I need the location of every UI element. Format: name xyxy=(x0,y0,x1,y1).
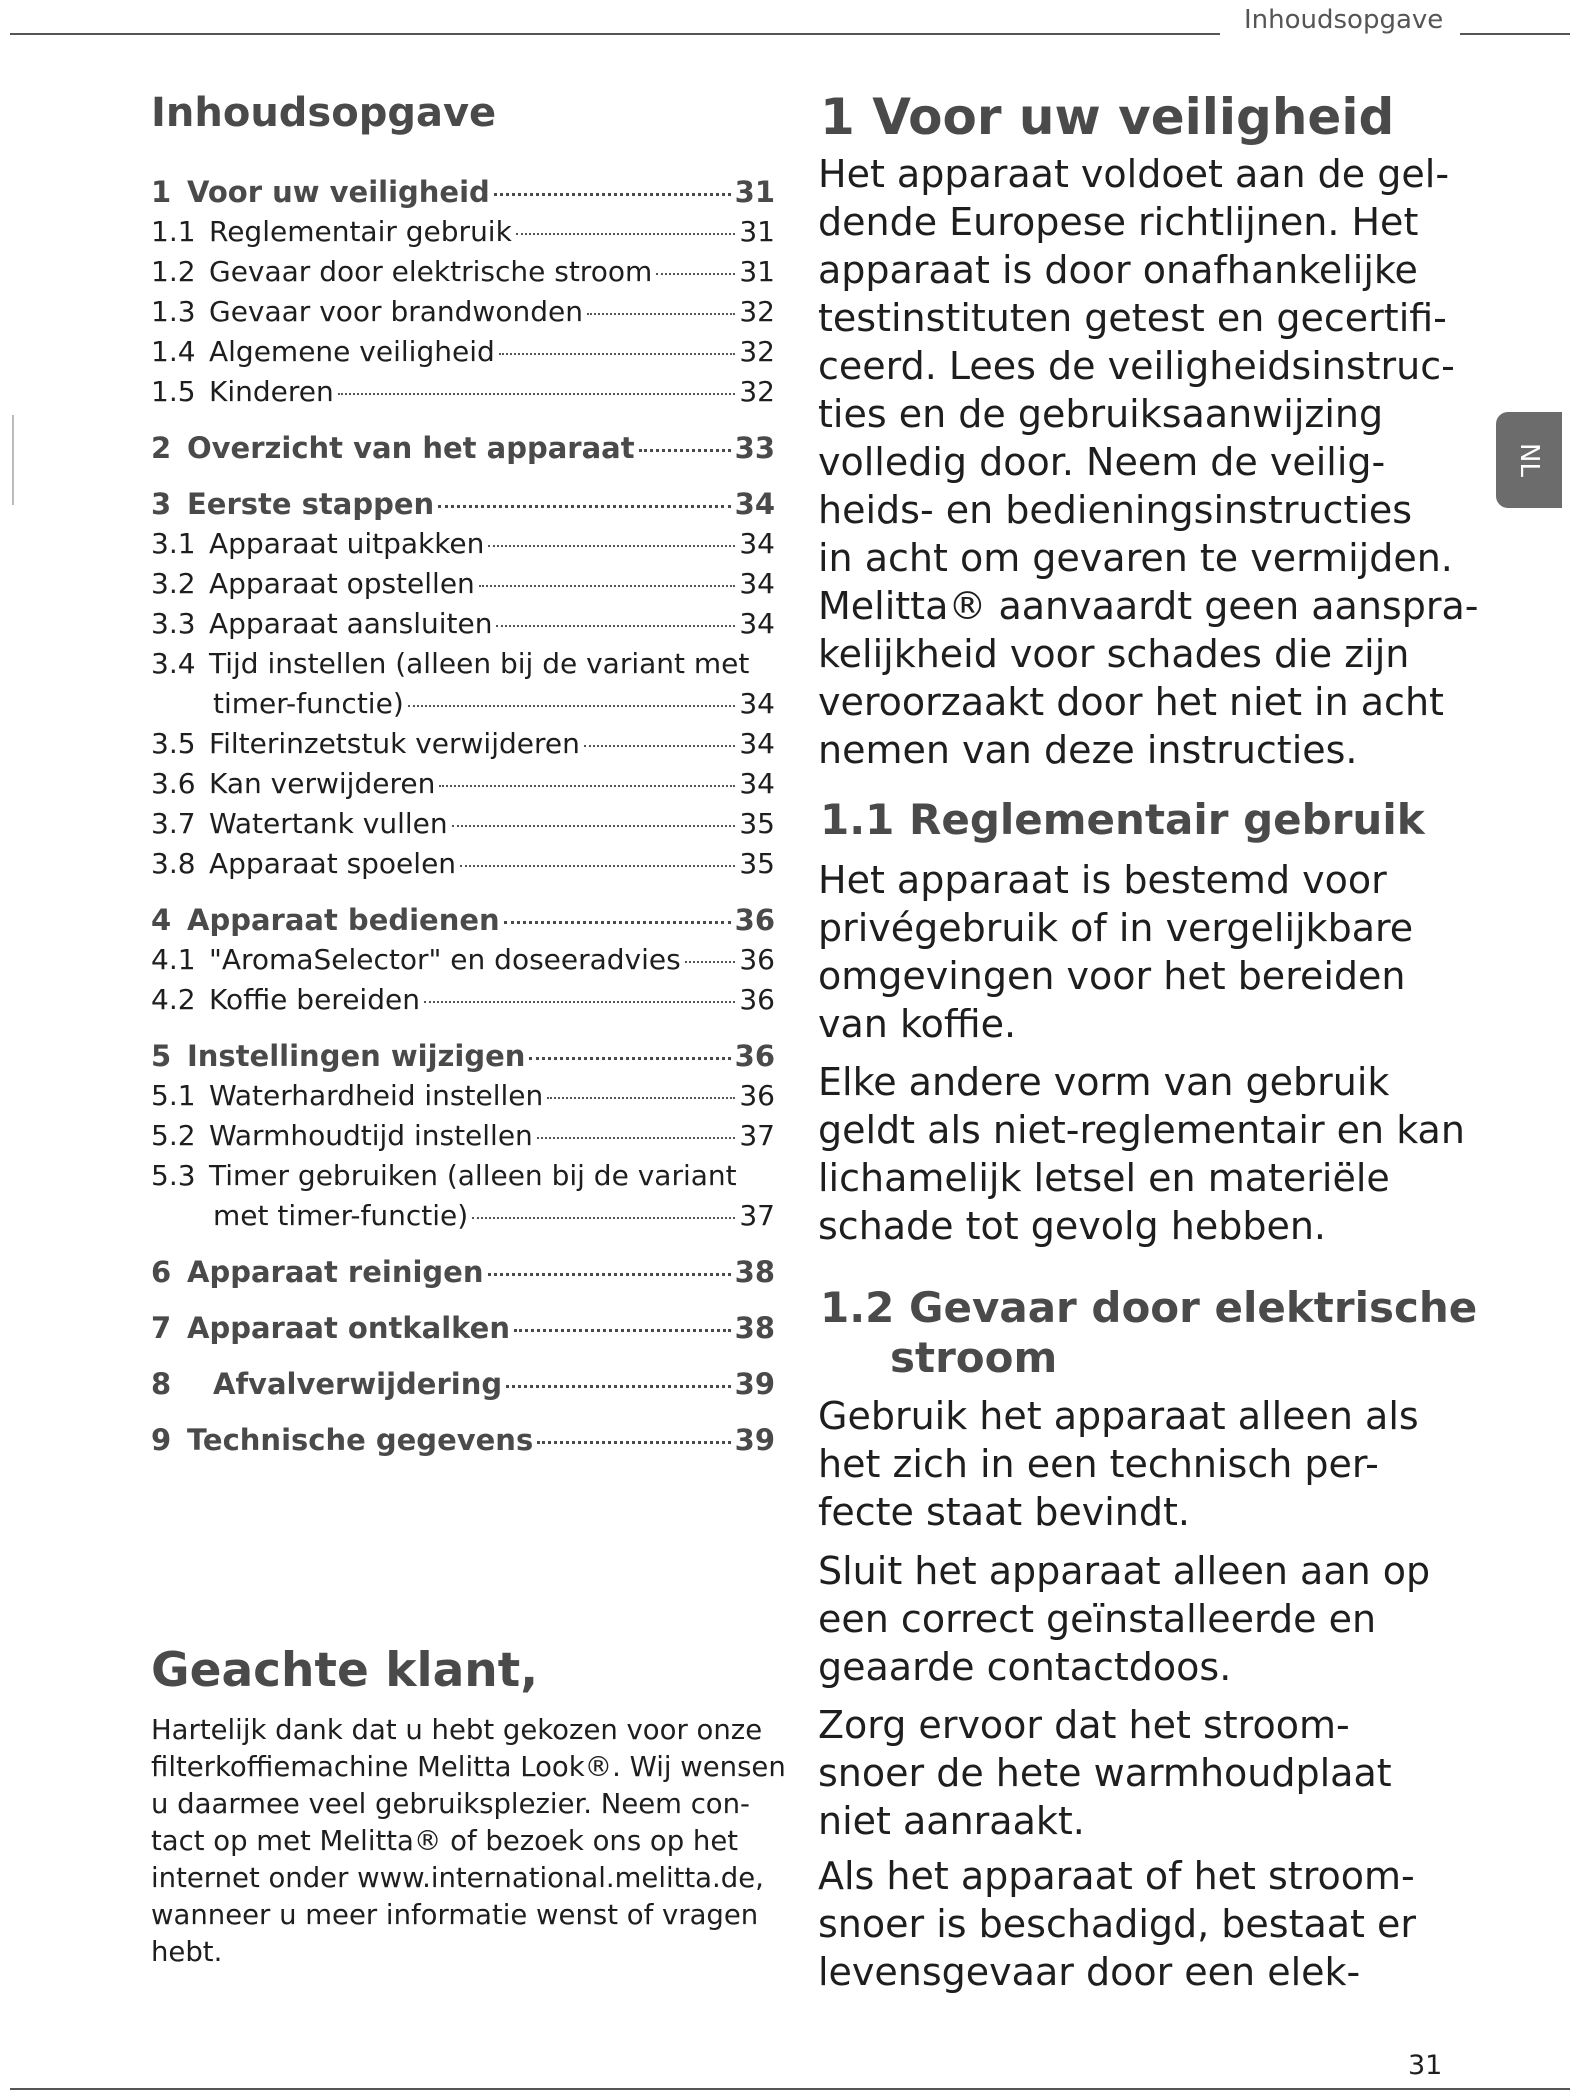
section-1-1-text-line: Elke andere vorm van gebruik xyxy=(818,1060,1390,1104)
toc-entry-page: 37 xyxy=(739,1199,775,1232)
toc-entry-label: Apparaat opstellen xyxy=(209,567,475,600)
section-1-2-paragraph-4 xyxy=(818,1852,1498,1996)
toc-entry-label: Afvalverwijdering xyxy=(213,1367,503,1401)
toc-entry-page: 39 xyxy=(734,1367,775,1401)
toc-entry-label: Apparaat bedienen xyxy=(187,903,500,937)
toc-entry-number: 1.3 xyxy=(151,295,196,328)
toc-entry-page: 34 xyxy=(739,607,775,640)
toc-entry-label: Gevaar voor brandwonden xyxy=(209,295,583,328)
section-1-2-heading xyxy=(820,1283,1477,1383)
section-1-1-text-line: van koffie. xyxy=(818,1002,1017,1046)
section-1-2-heading-line-1: 1.2 Gevaar door elektrische xyxy=(820,1283,1478,1332)
toc-entry-number: 5.1 xyxy=(151,1079,196,1112)
toc-entry-page: 36 xyxy=(734,1039,775,1073)
language-tab xyxy=(1496,412,1562,508)
toc-section-entry xyxy=(151,212,775,252)
toc-entry-number: 8 xyxy=(151,1367,172,1401)
section-1-2-text-line: levensgevaar door een elek- xyxy=(818,1950,1361,1994)
toc-dot-leader xyxy=(537,1441,730,1444)
toc-dot-leader xyxy=(494,193,731,196)
section-1-text-line: testinstituten getest en gecertifi- xyxy=(818,296,1447,340)
toc-entry-number: 3.4 xyxy=(151,647,196,680)
toc-dot-leader xyxy=(656,273,735,275)
toc-section-entry xyxy=(151,372,775,412)
toc-entry-number: 1.5 xyxy=(151,375,196,408)
toc-entry-page: 34 xyxy=(734,487,775,521)
section-1-1-text-line: schade tot gevolg hebben. xyxy=(818,1204,1327,1248)
toc-title: Inhoudsopgave xyxy=(151,90,497,136)
toc-section-entry xyxy=(151,252,775,292)
toc-section-entry xyxy=(151,524,775,564)
toc-dot-leader xyxy=(496,625,735,627)
section-1-text-line: dende Europese richtlijnen. Het xyxy=(818,200,1419,244)
toc-entry-label: Instellingen wijzigen xyxy=(187,1039,526,1073)
toc-entry-page: 32 xyxy=(739,295,775,328)
toc-dot-leader xyxy=(488,1273,731,1276)
table-of-contents xyxy=(151,172,775,1460)
greeting-text xyxy=(151,1712,791,1971)
toc-entry-number: 4.2 xyxy=(151,983,196,1016)
section-1-2-paragraph-3 xyxy=(818,1701,1498,1845)
toc-entry-label: Reglementair gebruik xyxy=(209,215,512,248)
toc-entry-label: met timer-functie) xyxy=(213,1199,469,1232)
section-1-1-text-line: privégebruik of in vergelijkbare xyxy=(818,906,1414,950)
toc-entry-label: Apparaat uitpakken xyxy=(209,527,485,560)
toc-entry-page: 36 xyxy=(739,1079,775,1112)
toc-section-entry xyxy=(151,844,775,884)
greeting-text-line: internet onder www.international.melitta.de, xyxy=(151,1862,764,1894)
toc-entry-page: 34 xyxy=(739,567,775,600)
section-1-2-text-line: Sluit het apparaat alleen aan op xyxy=(818,1549,1431,1593)
toc-section-entry xyxy=(151,564,775,604)
section-1-1-heading: 1.1 Reglementair gebruik xyxy=(820,795,1425,844)
toc-entry-label: Apparaat ontkalken xyxy=(187,1311,510,1345)
greeting-text-line: wanneer u meer informatie wenst of vragen xyxy=(151,1899,759,1931)
toc-chapter-entry xyxy=(151,1420,775,1460)
toc-entry-number: 5.2 xyxy=(151,1119,196,1152)
toc-section-entry xyxy=(151,724,775,764)
section-1-2-text-line: niet aanraakt. xyxy=(818,1799,1085,1843)
toc-entry-label: Voor uw veiligheid xyxy=(187,175,490,209)
section-1-2-paragraph-1 xyxy=(818,1392,1498,1536)
toc-entry-label: Waterhardheid instellen xyxy=(209,1079,544,1112)
toc-entry-number: 3.7 xyxy=(151,807,196,840)
section-1-2-text-line: het zich in een technisch per- xyxy=(818,1442,1379,1486)
toc-entry-number: 3.1 xyxy=(151,527,196,560)
toc-section-entry xyxy=(151,1156,775,1196)
toc-entry-number: 3.8 xyxy=(151,847,196,880)
toc-chapter-entry xyxy=(151,1252,775,1292)
section-1-2-heading-line-2: stroom xyxy=(890,1333,1058,1382)
toc-dot-leader xyxy=(408,705,736,707)
toc-entry-page: 34 xyxy=(739,727,775,760)
toc-entry-page: 38 xyxy=(734,1255,775,1289)
section-1-text-line: Melitta® aanvaardt geen aanspra- xyxy=(818,584,1479,628)
toc-entry-page: 36 xyxy=(739,983,775,1016)
toc-chapter-entry xyxy=(151,428,775,468)
section-1-2-text-line: een correct geïnstalleerde en xyxy=(818,1597,1377,1641)
toc-entry-label: Tijd instellen (alleen bij de variant met xyxy=(209,647,750,680)
header-rule-left xyxy=(10,33,1220,35)
section-1-1-text-line: omgevingen voor het bereiden xyxy=(818,954,1406,998)
toc-entry-page: 35 xyxy=(739,847,775,880)
toc-entry-label: Kinderen xyxy=(209,375,334,408)
toc-entry-number: 1.4 xyxy=(151,335,196,368)
toc-section-entry xyxy=(151,940,775,980)
greeting-title: Geachte klant, xyxy=(151,1643,539,1698)
toc-entry-number: 9 xyxy=(151,1423,172,1457)
toc-entry-number: 3.5 xyxy=(151,727,196,760)
toc-section-entry xyxy=(151,332,775,372)
section-1-text-line: heids- en bedieningsinstructies xyxy=(818,488,1413,532)
toc-entry-number: 1.2 xyxy=(151,255,196,288)
toc-dot-leader xyxy=(529,1057,730,1060)
toc-entry-page: 33 xyxy=(734,431,775,465)
toc-dot-leader xyxy=(514,1329,731,1332)
toc-entry-label: timer-functie) xyxy=(213,687,404,720)
section-1-text-line: Het apparaat voldoet aan de gel- xyxy=(818,152,1450,196)
toc-entry-page: 39 xyxy=(734,1423,775,1457)
toc-dot-leader xyxy=(439,785,735,787)
section-1-heading: 1 Voor uw veiligheid xyxy=(820,88,1395,146)
toc-entry-label: Apparaat reinigen xyxy=(187,1255,484,1289)
toc-dot-leader xyxy=(547,1097,735,1099)
toc-entry-label: Apparaat spoelen xyxy=(209,847,457,880)
toc-chapter-entry xyxy=(151,1364,775,1404)
toc-entry-page: 34 xyxy=(739,527,775,560)
section-1-paragraph xyxy=(818,150,1498,774)
toc-entry-label: Overzicht van het apparaat xyxy=(187,431,635,465)
toc-section-entry xyxy=(151,1196,775,1236)
toc-entry-number: 4.1 xyxy=(151,943,196,976)
section-1-2-text-line: Gebruik het apparaat alleen als xyxy=(818,1394,1419,1438)
section-1-1-text-line: geldt als niet-reglementair en kan xyxy=(818,1108,1465,1152)
toc-dot-leader xyxy=(338,393,736,395)
toc-dot-leader xyxy=(438,505,730,508)
section-1-text-line: apparaat is door onafhankelijke xyxy=(818,248,1418,292)
toc-entry-page: 36 xyxy=(734,903,775,937)
greeting-text-line: hebt. xyxy=(151,1936,223,1968)
toc-entry-number: 3.3 xyxy=(151,607,196,640)
toc-section-entry xyxy=(151,292,775,332)
greeting-text-line: tact op met Melitta® of bezoek ons op het xyxy=(151,1825,739,1857)
toc-dot-leader xyxy=(499,353,736,355)
toc-entry-number: 2 xyxy=(151,431,172,465)
toc-entry-page: 38 xyxy=(734,1311,775,1345)
section-1-2-text-line: Als het apparaat of het stroom- xyxy=(818,1854,1415,1898)
toc-dot-leader xyxy=(488,545,735,547)
toc-dot-leader xyxy=(587,313,735,315)
toc-entry-label: Timer gebruiken (alleen bij de variant xyxy=(209,1159,737,1192)
toc-entry-page: 31 xyxy=(739,215,775,248)
toc-dot-leader xyxy=(424,1001,735,1003)
toc-entry-label: Watertank vullen xyxy=(209,807,448,840)
toc-chapter-entry xyxy=(151,172,775,212)
section-1-2-text-line: snoer de hete warmhoudplaat xyxy=(818,1751,1392,1795)
toc-entry-label: Apparaat aansluiten xyxy=(209,607,493,640)
section-1-2-text-line: geaarde contactdoos. xyxy=(818,1645,1232,1689)
toc-section-entry xyxy=(151,1116,775,1156)
toc-chapter-entry xyxy=(151,1036,775,1076)
section-1-2-text-line: Zorg ervoor dat het stroom- xyxy=(818,1703,1350,1747)
section-1-text-line: in acht om gevaren te vermijden. xyxy=(818,536,1453,580)
toc-chapter-entry xyxy=(151,900,775,940)
toc-entry-page: 36 xyxy=(739,943,775,976)
greeting-text-line: u daarmee veel gebruiksplezier. Neem con- xyxy=(151,1788,750,1820)
section-1-text-line: ceerd. Lees de veiligheidsinstruc- xyxy=(818,344,1455,388)
toc-entry-label: Warmhoudtijd instellen xyxy=(209,1119,533,1152)
toc-entry-page: 31 xyxy=(734,175,775,209)
toc-dot-leader xyxy=(537,1137,736,1139)
section-1-text-line: nemen van deze instructies. xyxy=(818,728,1358,772)
greeting-text-line: filterkoffiemachine Melitta Look®. Wij wensen xyxy=(151,1751,786,1783)
toc-section-entry xyxy=(151,804,775,844)
toc-entry-page: 34 xyxy=(739,687,775,720)
toc-entry-page: 32 xyxy=(739,375,775,408)
section-1-2-text-line: snoer is beschadigd, bestaat er xyxy=(818,1902,1417,1946)
toc-section-entry xyxy=(151,644,775,684)
toc-section-entry xyxy=(151,604,775,644)
toc-entry-label: "AromaSelector" en doseeradvies xyxy=(209,943,681,976)
running-header-title: Inhoudsopgave xyxy=(1244,5,1444,35)
section-1-1-text-line: lichamelijk letsel en materiële xyxy=(818,1156,1390,1200)
toc-entry-label: Filterinzetstuk verwijderen xyxy=(209,727,580,760)
toc-entry-page: 32 xyxy=(739,335,775,368)
toc-entry-label: Eerste stappen xyxy=(187,487,435,521)
toc-entry-label: Technische gegevens xyxy=(187,1423,534,1457)
toc-section-entry xyxy=(151,764,775,804)
toc-dot-leader xyxy=(639,449,731,452)
toc-entry-label: Algemene veiligheid xyxy=(209,335,495,368)
section-1-text-line: ties en de gebruiksaanwijzing xyxy=(818,392,1384,436)
toc-entry-number: 5 xyxy=(151,1039,172,1073)
toc-entry-number: 1.1 xyxy=(151,215,196,248)
section-1-1-text-line: Het apparaat is bestemd voor xyxy=(818,858,1387,902)
toc-entry-number: 7 xyxy=(151,1311,172,1345)
footer-rule xyxy=(10,2088,1570,2090)
toc-entry-number: 3.6 xyxy=(151,767,196,800)
section-1-2-paragraph-2 xyxy=(818,1547,1498,1691)
toc-entry-page: 37 xyxy=(739,1119,775,1152)
toc-entry-label: Gevaar door elektrische stroom xyxy=(209,255,653,288)
toc-dot-leader xyxy=(584,745,736,747)
toc-entry-page: 34 xyxy=(739,767,775,800)
toc-entry-number: 3 xyxy=(151,487,172,521)
toc-entry-number: 1 xyxy=(151,175,172,209)
section-1-text-line: veroorzaakt door het niet in acht xyxy=(818,680,1444,724)
section-1-text-line: volledig door. Neem de veilig- xyxy=(818,440,1386,484)
toc-dot-leader xyxy=(452,825,736,827)
toc-dot-leader xyxy=(504,921,731,924)
greeting-text-line: Hartelijk dank dat u hebt gekozen voor onze xyxy=(151,1714,763,1746)
section-1-1-paragraph-1 xyxy=(818,856,1498,1048)
toc-entry-label: Kan verwijderen xyxy=(209,767,436,800)
toc-chapter-entry xyxy=(151,484,775,524)
toc-section-entry xyxy=(151,684,775,724)
toc-section-entry xyxy=(151,1076,775,1116)
toc-dot-leader xyxy=(460,865,735,867)
section-1-1-paragraph-2 xyxy=(818,1058,1498,1250)
toc-dot-leader xyxy=(506,1385,731,1388)
section-1-2-text-line: fecte staat bevindt. xyxy=(818,1490,1190,1534)
header-rule-right xyxy=(1460,33,1570,35)
toc-entry-page: 35 xyxy=(739,807,775,840)
toc-dot-leader xyxy=(472,1217,735,1219)
toc-section-entry xyxy=(151,980,775,1020)
toc-entry-number: 4 xyxy=(151,903,172,937)
toc-entry-number: 5.3 xyxy=(151,1159,196,1192)
language-tab-label: NL xyxy=(1514,443,1544,477)
toc-chapter-entry xyxy=(151,1308,775,1348)
toc-entry-number: 3.2 xyxy=(151,567,196,600)
toc-entry-number: 6 xyxy=(151,1255,172,1289)
section-1-text-line: kelijkheid voor schades die zijn xyxy=(818,632,1410,676)
toc-entry-page: 31 xyxy=(739,255,775,288)
toc-entry-label: Koffie bereiden xyxy=(209,983,420,1016)
margin-mark xyxy=(12,415,14,505)
page-number: 31 xyxy=(1408,2050,1443,2081)
toc-dot-leader xyxy=(479,585,736,587)
toc-dot-leader xyxy=(516,233,736,235)
toc-dot-leader xyxy=(685,961,736,963)
